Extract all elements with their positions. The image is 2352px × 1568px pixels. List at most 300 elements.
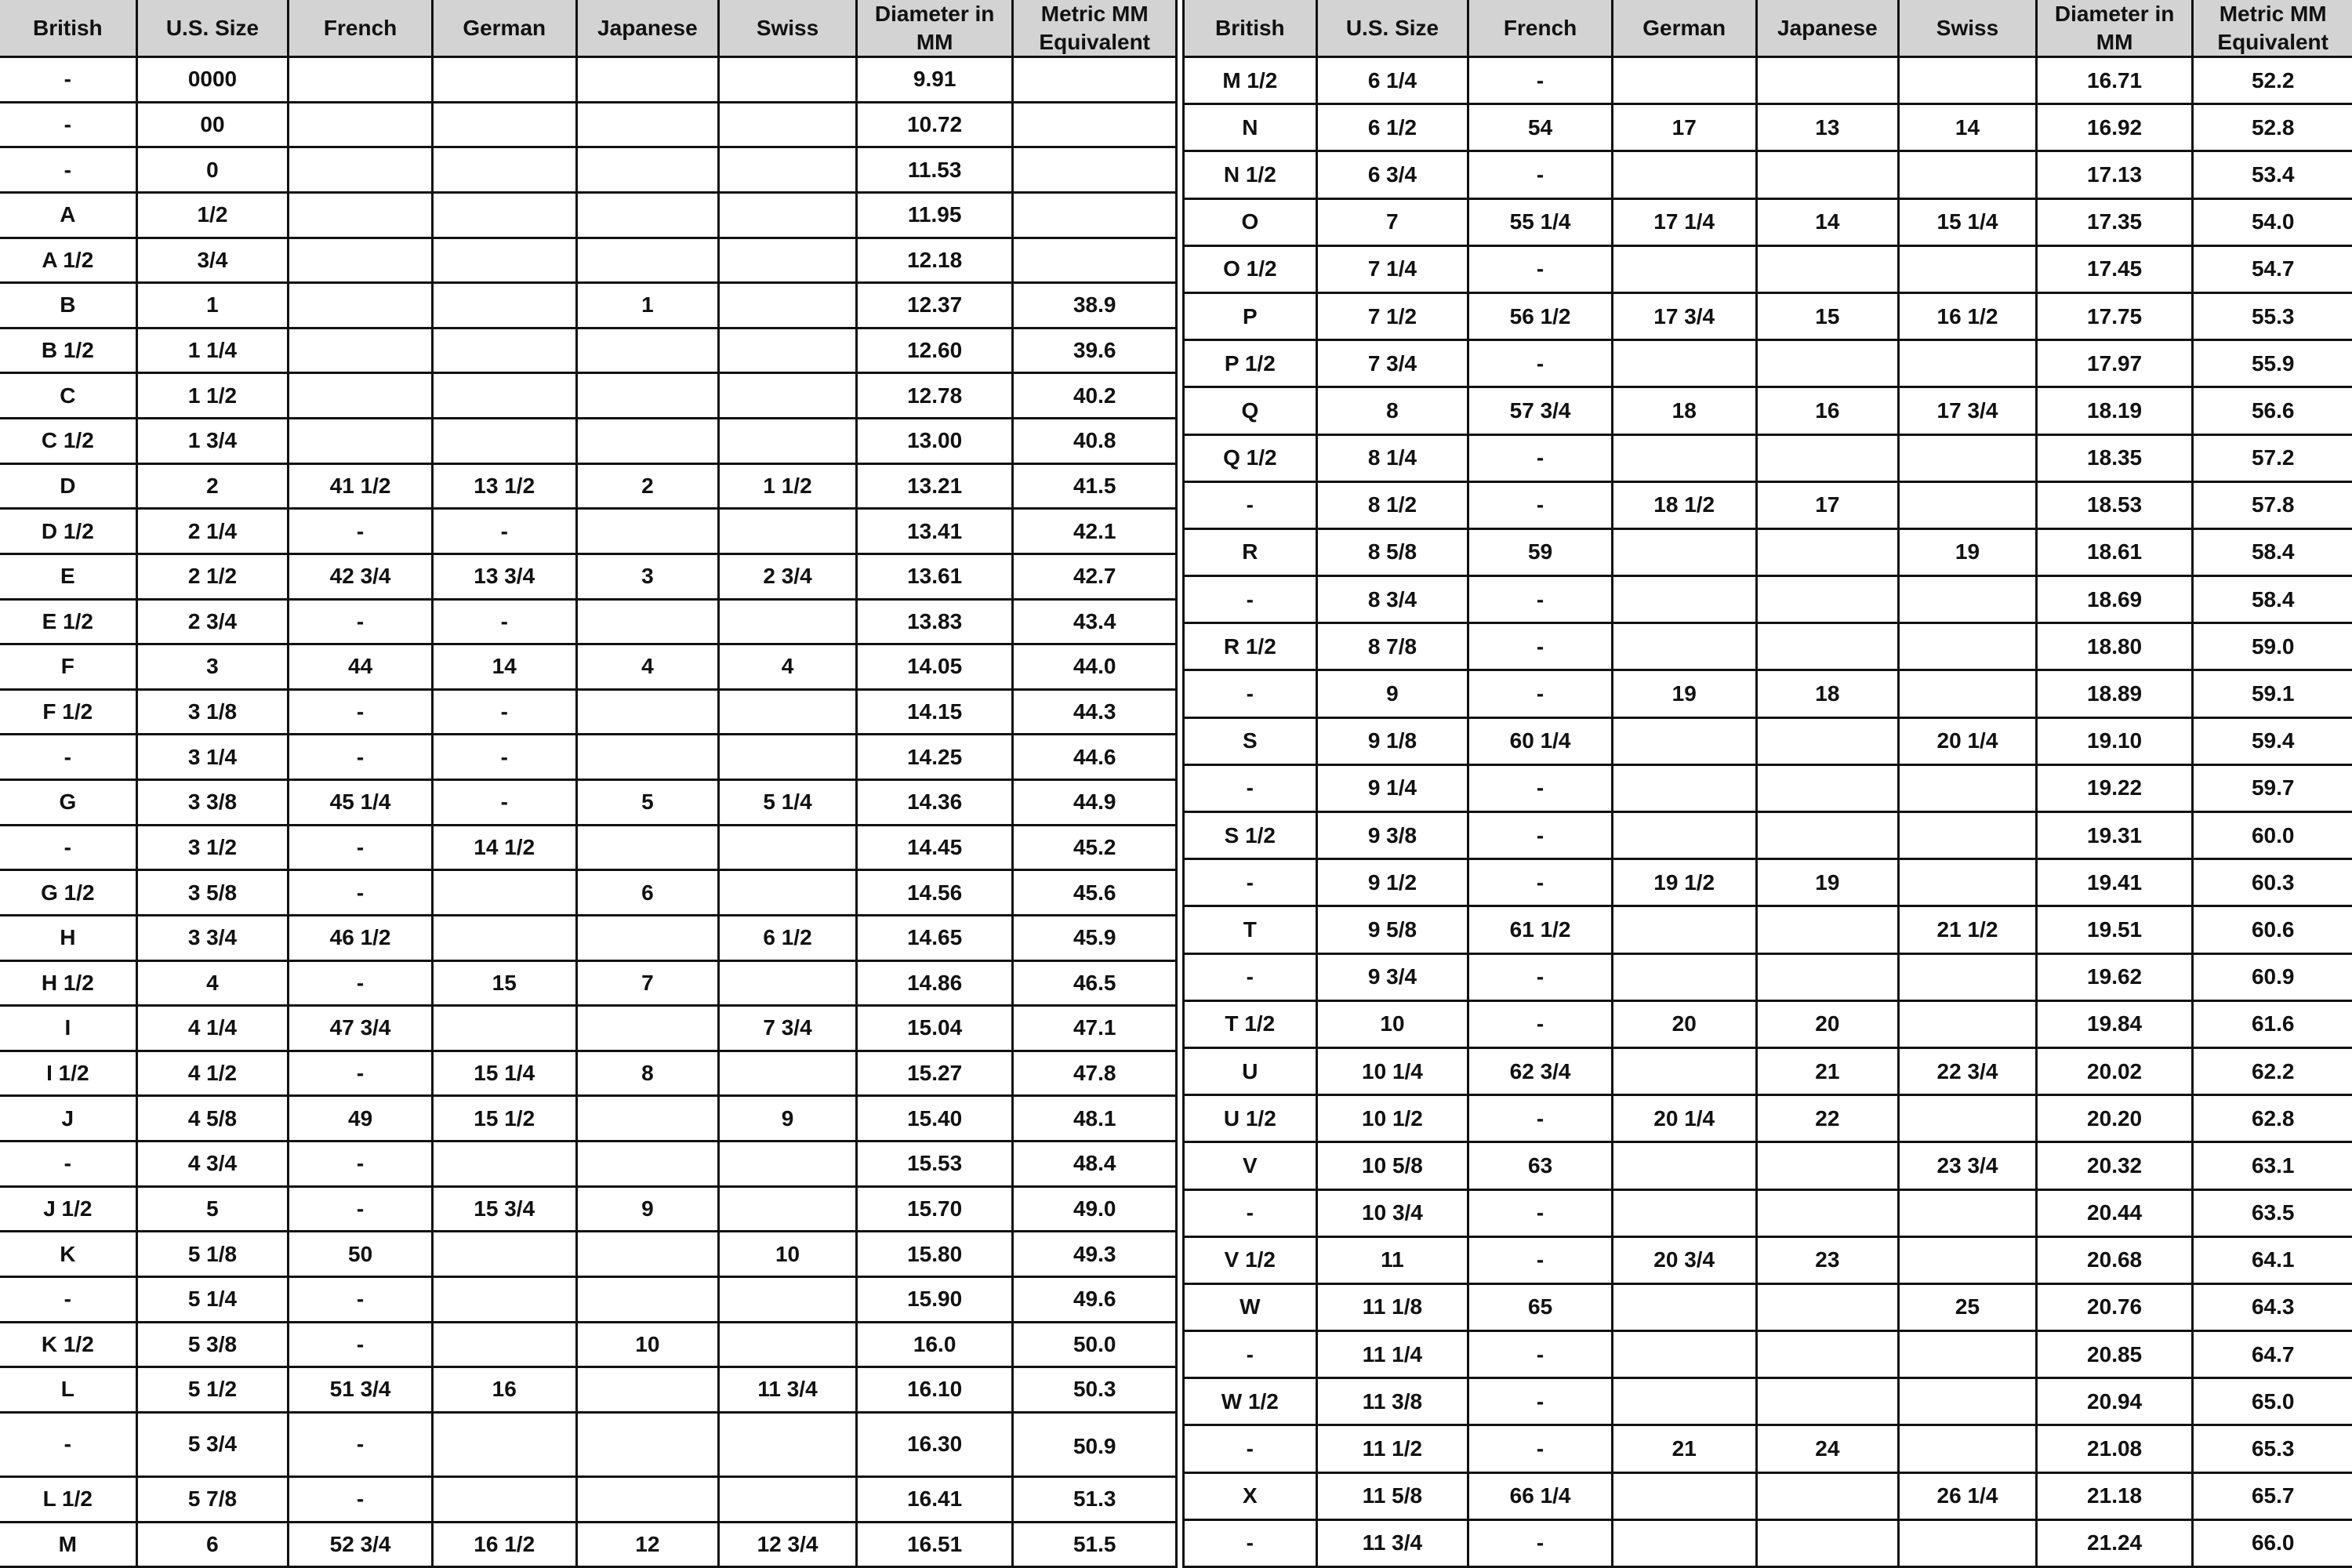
cell-swiss: [1900, 813, 2038, 858]
cell-metric-mm: 42.1: [1073, 518, 1116, 543]
cell-us-size: 4 5/8: [138, 1097, 290, 1140]
cell-swiss: [1900, 1096, 2038, 1141]
header-row: [1185, 0, 2352, 58]
cell-diameter-mm: 14.15: [858, 691, 1014, 734]
cell-diameter-mm: 17.45: [2038, 247, 2194, 292]
cell-metric-mm: 40.2: [1073, 383, 1116, 408]
cell-british: S: [1185, 719, 1318, 764]
cell-french: [289, 148, 434, 191]
cell-us-size: 0: [138, 148, 290, 191]
table-row: [1185, 624, 2352, 671]
cell-diameter-mm: 15.70: [858, 1188, 1014, 1231]
table-row: [1185, 1096, 2352, 1143]
column-header-metric-mm: Metric MM Equivalent: [1039, 1, 1151, 54]
cell-french: -: [1469, 860, 1613, 905]
cell-french: 52 3/4: [289, 1523, 434, 1566]
cell-french: 59: [1469, 530, 1613, 575]
cell-british: E: [0, 555, 138, 598]
cell-german: -: [434, 691, 578, 734]
cell-japanese: [1758, 813, 1900, 858]
cell-us-size: 6 1/4: [1318, 58, 1470, 103]
cell-metric-mm: 58.4: [2251, 586, 2295, 612]
table-row: [1185, 1049, 2352, 1096]
cell-german: [1613, 907, 1758, 952]
cell-diameter-mm: 12.78: [858, 374, 1014, 417]
table-row: [1185, 1521, 2352, 1568]
cell-metric-mm: 40.8: [1073, 428, 1116, 453]
cell-us-size: 10: [1318, 1002, 1470, 1047]
cell-german: [1613, 152, 1758, 197]
cell-british: -: [0, 58, 138, 101]
cell-diameter-mm: 16.92: [2038, 105, 2194, 150]
cell-japanese: 24: [1758, 1426, 1900, 1471]
cell-swiss: [1900, 341, 2038, 386]
cell-us-size: 4: [138, 962, 290, 1005]
cell-japanese: 23: [1758, 1238, 1900, 1283]
cell-german: [1613, 436, 1758, 481]
cell-french: -: [289, 735, 434, 779]
cell-french: 66 1/4: [1469, 1474, 1613, 1519]
cell-japanese: 5: [578, 781, 720, 824]
cell-diameter-mm: 19.41: [2038, 860, 2194, 905]
cell-metric-mm: 64.1: [2251, 1247, 2295, 1272]
cell-british: A 1/2: [0, 239, 138, 282]
cell-french: -: [1469, 247, 1613, 292]
table-row: [1185, 388, 2352, 435]
cell-metric-mm: 44.3: [1073, 699, 1116, 724]
cell-japanese: [1758, 766, 1900, 811]
cell-us-size: 11 5/8: [1318, 1474, 1470, 1519]
cell-metric-mm: 59.1: [2251, 681, 2295, 706]
cell-diameter-mm: 14.86: [858, 962, 1014, 1005]
cell-metric-mm: 62.8: [2251, 1105, 2295, 1131]
cell-japanese: 20: [1758, 1002, 1900, 1047]
cell-us-size: 11 1/2: [1318, 1426, 1470, 1471]
cell-diameter-mm: 21.08: [2038, 1426, 2194, 1471]
cell-swiss: [1900, 1002, 2038, 1047]
cell-japanese: 17: [1758, 483, 1900, 528]
cell-us-size: 2 3/4: [138, 601, 290, 644]
cell-french: 65: [1469, 1285, 1613, 1330]
cell-swiss: [1900, 483, 2038, 528]
cell-metric-mm: 44.9: [1073, 789, 1116, 815]
cell-us-size: 8 3/4: [1318, 577, 1470, 622]
cell-french: -: [1469, 1426, 1613, 1471]
cell-diameter-mm: 20.02: [2038, 1049, 2194, 1094]
cell-japanese: 15: [1758, 294, 1900, 339]
cell-french: -: [289, 826, 434, 869]
cell-metric-mm: 38.9: [1073, 292, 1116, 318]
cell-french: -: [289, 1414, 434, 1475]
cell-british: -: [1185, 483, 1318, 528]
cell-japanese: [1758, 1332, 1900, 1377]
column-header-diameter-mm: Diameter in MM: [2038, 0, 2194, 56]
cell-german: 19: [1613, 671, 1758, 716]
cell-us-size: 6: [138, 1523, 290, 1566]
cell-japanese: 12: [578, 1523, 720, 1566]
cell-swiss: [720, 58, 858, 101]
cell-french: -: [289, 1052, 434, 1095]
cell-swiss: [1900, 247, 2038, 292]
cell-british: P 1/2: [1185, 341, 1318, 386]
cell-diameter-mm: 19.10: [2038, 719, 2194, 764]
cell-swiss: 26 1/4: [1900, 1474, 2038, 1519]
column-header-french: French: [1469, 0, 1613, 56]
cell-german: 13 1/2: [434, 465, 578, 508]
cell-french: -: [1469, 766, 1613, 811]
cell-us-size: 5 3/4: [138, 1414, 290, 1475]
table-row: [0, 194, 1175, 239]
cell-metric-mm: [1014, 58, 1175, 101]
cell-swiss: [720, 103, 858, 147]
cell-us-size: 1: [138, 284, 290, 327]
cell-german: [1613, 955, 1758, 1000]
cell-japanese: [578, 735, 720, 779]
cell-us-size: 5 7/8: [138, 1478, 290, 1521]
cell-us-size: 1 3/4: [138, 419, 290, 463]
cell-metric-mm: 64.7: [2251, 1341, 2295, 1367]
cell-metric-mm: 60.0: [2251, 822, 2295, 848]
cell-british: V: [1185, 1143, 1318, 1188]
cell-swiss: [720, 691, 858, 734]
cell-german: [434, 419, 578, 463]
cell-japanese: 13: [1758, 105, 1900, 150]
column-header-diameter-mm: Diameter in MM: [858, 0, 1014, 56]
cell-german: [1613, 766, 1758, 811]
cell-us-size: 2 1/2: [138, 555, 290, 598]
cell-us-size: 4 1/4: [138, 1007, 290, 1050]
cell-swiss: 19: [1900, 530, 2038, 575]
cell-british: -: [0, 1142, 138, 1185]
cell-swiss: [720, 601, 858, 644]
cell-diameter-mm: 12.60: [858, 329, 1014, 372]
cell-diameter-mm: 12.37: [858, 284, 1014, 327]
cell-german: [1613, 813, 1758, 858]
cell-swiss: 20 1/4: [1900, 719, 2038, 764]
cell-diameter-mm: 17.75: [2038, 294, 2194, 339]
cell-metric-mm: [1014, 148, 1175, 191]
cell-british: K: [0, 1232, 138, 1276]
cell-metric-mm: 48.4: [1073, 1151, 1116, 1176]
column-header-us-size: U.S. Size: [1318, 0, 1470, 56]
cell-japanese: [578, 1368, 720, 1411]
cell-french: -: [1469, 341, 1613, 386]
cell-us-size: 11 1/4: [1318, 1332, 1470, 1377]
column-header-metric-mm: Metric MM Equivalent: [2217, 1, 2328, 54]
cell-japanese: [578, 239, 720, 282]
cell-swiss: [720, 735, 858, 779]
cell-japanese: [1758, 152, 1900, 197]
cell-metric-mm: 59.0: [2251, 633, 2295, 659]
cell-swiss: [1900, 436, 2038, 481]
cell-diameter-mm: 21.18: [2038, 1474, 2194, 1519]
cell-british: B: [0, 284, 138, 327]
cell-diameter-mm: 19.62: [2038, 955, 2194, 1000]
cell-french: 44: [289, 645, 434, 688]
cell-diameter-mm: 14.45: [858, 826, 1014, 869]
cell-german: [434, 239, 578, 282]
cell-swiss: [1900, 671, 2038, 716]
cell-us-size: 4 1/2: [138, 1052, 290, 1095]
cell-metric-mm: 41.5: [1073, 473, 1116, 498]
cell-diameter-mm: 13.61: [858, 555, 1014, 598]
cell-french: 60 1/4: [1469, 719, 1613, 764]
cell-french: [289, 239, 434, 282]
table-row: [0, 374, 1175, 419]
table-row: [0, 103, 1175, 149]
cell-british: I: [0, 1007, 138, 1050]
table-row: [1185, 1285, 2352, 1332]
cell-swiss: [720, 826, 858, 869]
table-row: [1185, 766, 2352, 813]
cell-british: W: [1185, 1285, 1318, 1330]
cell-swiss: [1900, 1379, 2038, 1424]
table-row: [1185, 1379, 2352, 1426]
table-row: [0, 1523, 1175, 1568]
column-header-british: British: [1185, 0, 1318, 56]
table-row: [0, 691, 1175, 736]
cell-metric-mm: 66.0: [2251, 1530, 2295, 1555]
cell-german: 20: [1613, 1002, 1758, 1047]
cell-metric-mm: 65.3: [2251, 1436, 2295, 1461]
cell-us-size: 3 3/8: [138, 781, 290, 824]
table-row: [0, 1323, 1175, 1369]
cell-swiss: [1900, 1521, 2038, 1566]
cell-metric-mm: 50.0: [1073, 1331, 1116, 1356]
cell-diameter-mm: 19.84: [2038, 1002, 2194, 1047]
cell-german: [434, 1414, 578, 1475]
cell-german: 13 3/4: [434, 555, 578, 598]
cell-metric-mm: 57.2: [2251, 445, 2295, 470]
cell-swiss: [1900, 860, 2038, 905]
cell-us-size: 4 3/4: [138, 1142, 290, 1185]
cell-japanese: [1758, 907, 1900, 952]
cell-british: -: [1185, 955, 1318, 1000]
cell-us-size: 3 1/2: [138, 826, 290, 869]
cell-diameter-mm: 14.65: [858, 916, 1014, 960]
cell-japanese: [1758, 1285, 1900, 1330]
cell-french: -: [289, 871, 434, 914]
table-row: [0, 284, 1175, 329]
cell-diameter-mm: 15.27: [858, 1052, 1014, 1095]
table-row: [1185, 860, 2352, 907]
cell-swiss: 5 1/4: [720, 781, 858, 824]
cell-us-size: 9 1/8: [1318, 719, 1470, 764]
cell-french: -: [1469, 1096, 1613, 1141]
cell-german: [1613, 58, 1758, 103]
table-row: [1185, 907, 2352, 954]
cell-german: [1613, 577, 1758, 622]
cell-japanese: 9: [578, 1188, 720, 1231]
cell-japanese: [1758, 577, 1900, 622]
cell-british: -: [1185, 1332, 1318, 1377]
cell-diameter-mm: 14.25: [858, 735, 1014, 779]
cell-british: L 1/2: [0, 1478, 138, 1521]
table-row: [1185, 1474, 2352, 1521]
cell-metric-mm: 52.2: [2251, 67, 2295, 93]
cell-us-size: 9 1/4: [1318, 766, 1470, 811]
cell-french: -: [289, 601, 434, 644]
cell-us-size: 2 1/4: [138, 510, 290, 553]
cell-french: -: [1469, 671, 1613, 716]
cell-japanese: [578, 1007, 720, 1050]
cell-japanese: 22: [1758, 1096, 1900, 1141]
cell-diameter-mm: 14.56: [858, 871, 1014, 914]
cell-diameter-mm: 20.76: [2038, 1285, 2194, 1330]
cell-diameter-mm: 20.85: [2038, 1332, 2194, 1377]
cell-french: 46 1/2: [289, 916, 434, 960]
cell-japanese: [578, 916, 720, 960]
table-row: [0, 1414, 1175, 1478]
cell-swiss: [720, 329, 858, 372]
cell-us-size: 5 3/8: [138, 1323, 290, 1367]
cell-german: 20 3/4: [1613, 1238, 1758, 1283]
cell-french: -: [1469, 1002, 1613, 1047]
cell-german: 17 3/4: [1613, 294, 1758, 339]
table-row: [1185, 530, 2352, 577]
cell-british: U 1/2: [1185, 1096, 1318, 1141]
cell-us-size: 00: [138, 103, 290, 147]
cell-swiss: [720, 962, 858, 1005]
cell-british: C: [0, 374, 138, 417]
cell-british: R 1/2: [1185, 624, 1318, 669]
cell-diameter-mm: 16.51: [858, 1523, 1014, 1566]
cell-us-size: 3 3/4: [138, 916, 290, 960]
table-row: [0, 510, 1175, 555]
cell-us-size: 10 5/8: [1318, 1143, 1470, 1188]
cell-swiss: [1900, 1191, 2038, 1236]
cell-swiss: [720, 1142, 858, 1185]
cell-french: 56 1/2: [1469, 294, 1613, 339]
cell-metric-mm: 43.4: [1073, 608, 1116, 633]
cell-diameter-mm: 16.41: [858, 1478, 1014, 1521]
cell-british: -: [1185, 577, 1318, 622]
cell-swiss: [1900, 1332, 2038, 1377]
cell-french: [289, 329, 434, 372]
cell-german: [434, 329, 578, 372]
cell-british: R: [1185, 530, 1318, 575]
table-row: [0, 871, 1175, 916]
cell-swiss: [720, 239, 858, 282]
cell-french: 49: [289, 1097, 434, 1140]
cell-british: -: [0, 103, 138, 147]
cell-metric-mm: [1014, 239, 1175, 282]
cell-metric-mm: 62.2: [2251, 1058, 2295, 1083]
cell-japanese: [578, 1142, 720, 1185]
cell-japanese: [578, 58, 720, 101]
cell-british: O: [1185, 200, 1318, 245]
cell-metric-mm: 60.3: [2251, 869, 2295, 895]
cell-german: 17 1/4: [1613, 200, 1758, 245]
table-row: [1185, 483, 2352, 530]
cell-japanese: 7: [578, 962, 720, 1005]
cell-french: -: [1469, 1332, 1613, 1377]
cell-diameter-mm: 9.91: [858, 58, 1014, 101]
cell-us-size: 0000: [138, 58, 290, 101]
cell-japanese: 1: [578, 284, 720, 327]
cell-japanese: [578, 374, 720, 417]
cell-metric-mm: 50.9: [1073, 1433, 1116, 1458]
cell-swiss: 17 3/4: [1900, 388, 2038, 433]
column-header-japanese: Japanese: [578, 0, 720, 56]
cell-diameter-mm: 17.97: [2038, 341, 2194, 386]
cell-british: M 1/2: [1185, 58, 1318, 103]
cell-us-size: 8: [1318, 388, 1470, 433]
cell-metric-mm: 57.8: [2251, 492, 2295, 517]
cell-swiss: [1900, 766, 2038, 811]
table-row: [0, 239, 1175, 285]
cell-british: Q: [1185, 388, 1318, 433]
table-row: [1185, 105, 2352, 152]
cell-us-size: 5 1/4: [138, 1278, 290, 1321]
cell-japanese: [578, 329, 720, 372]
cell-metric-mm: 49.3: [1073, 1241, 1116, 1266]
cell-japanese: 14: [1758, 200, 1900, 245]
cell-german: [434, 58, 578, 101]
cell-british: S 1/2: [1185, 813, 1318, 858]
cell-swiss: [1900, 1426, 2038, 1471]
cell-german: 15 1/4: [434, 1052, 578, 1095]
cell-metric-mm: 44.0: [1073, 654, 1116, 679]
cell-diameter-mm: 18.53: [2038, 483, 2194, 528]
cell-japanese: [1758, 1474, 1900, 1519]
cell-swiss: [720, 1323, 858, 1367]
cell-german: [1613, 624, 1758, 669]
cell-french: [289, 58, 434, 101]
cell-british: M: [0, 1523, 138, 1566]
cell-metric-mm: 56.6: [2251, 397, 2295, 423]
cell-british: V 1/2: [1185, 1238, 1318, 1283]
cell-diameter-mm: 16.30: [858, 1414, 1014, 1475]
cell-swiss: [720, 1414, 858, 1475]
cell-metric-mm: 55.3: [2251, 303, 2295, 328]
cell-german: [1613, 1521, 1758, 1566]
cell-us-size: 8 1/2: [1318, 483, 1470, 528]
cell-metric-mm: 54.7: [2251, 256, 2295, 281]
column-header-japanese: Japanese: [1758, 0, 1900, 56]
cell-french: -: [1469, 955, 1613, 1000]
cell-german: 18: [1613, 388, 1758, 433]
cell-british: P: [1185, 294, 1318, 339]
cell-japanese: 19: [1758, 860, 1900, 905]
cell-metric-mm: 44.6: [1073, 744, 1116, 769]
table-row: [1185, 200, 2352, 247]
cell-french: [289, 194, 434, 237]
cell-metric-mm: 60.9: [2251, 964, 2295, 989]
table-row: [0, 329, 1175, 375]
cell-diameter-mm: 15.80: [858, 1232, 1014, 1276]
cell-japanese: [1758, 1191, 1900, 1236]
table-row: [1185, 1191, 2352, 1238]
cell-swiss: [720, 510, 858, 553]
cell-us-size: 2: [138, 465, 290, 508]
cell-german: [434, 1278, 578, 1321]
cell-japanese: 8: [578, 1052, 720, 1095]
cell-diameter-mm: 20.68: [2038, 1238, 2194, 1283]
cell-japanese: [1758, 58, 1900, 103]
cell-japanese: [578, 1278, 720, 1321]
cell-japanese: [1758, 624, 1900, 669]
cell-swiss: 1 1/2: [720, 465, 858, 508]
cell-french: -: [1469, 1238, 1613, 1283]
cell-french: 47 3/4: [289, 1007, 434, 1050]
cell-diameter-mm: 11.53: [858, 148, 1014, 191]
cell-japanese: [578, 691, 720, 734]
cell-metric-mm: 61.6: [2251, 1011, 2295, 1036]
cell-japanese: 2: [578, 465, 720, 508]
cell-japanese: 21: [1758, 1049, 1900, 1094]
cell-swiss: 21 1/2: [1900, 907, 2038, 952]
